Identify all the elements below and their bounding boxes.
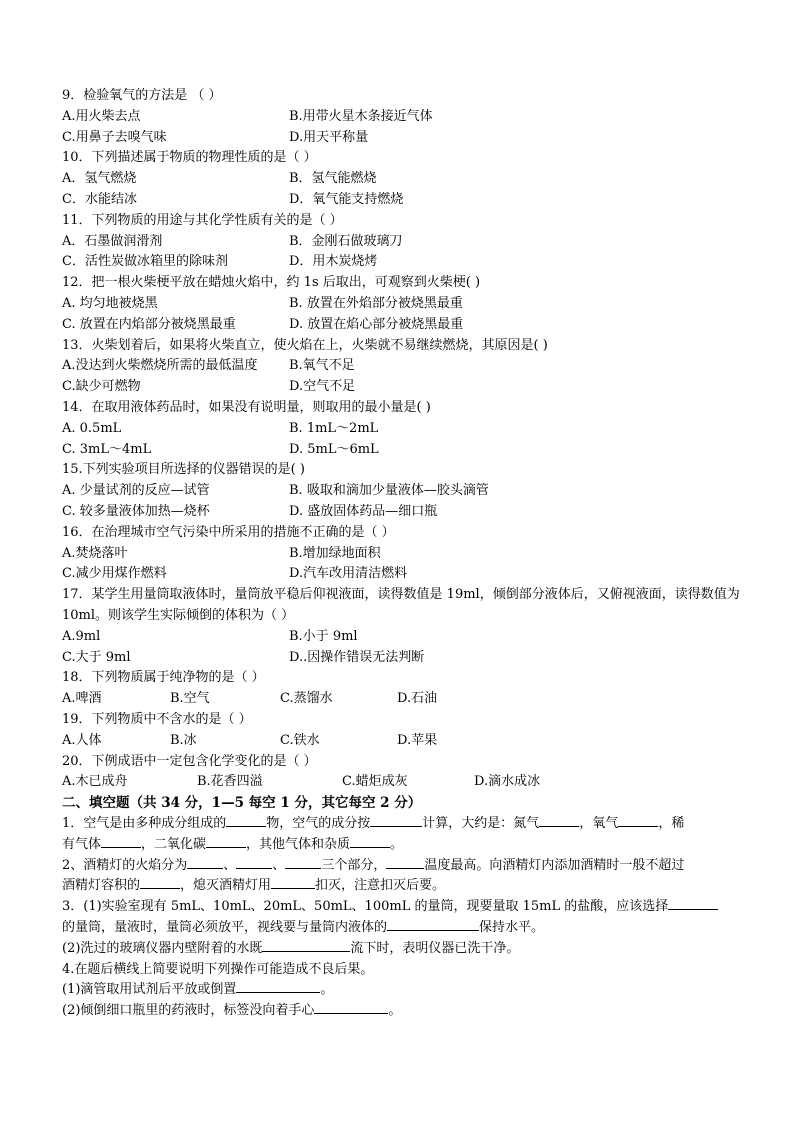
fill-question-3-line-3 xyxy=(62,939,742,960)
fill-question-3-line-2 xyxy=(62,918,742,939)
answer-option[interactable]: D..因操作错误无法判断 xyxy=(289,649,425,665)
question xyxy=(62,752,742,794)
answer-blank[interactable] xyxy=(262,939,350,952)
q2-text: 温度最高。向酒精灯内添加酒精时一般不超过 xyxy=(424,857,685,873)
question-stem: 14．在取用液体药品时，如果没有说明量，则取用的最小量是( ) xyxy=(62,399,431,415)
options-row xyxy=(62,419,742,440)
question-stem: 15.下列实验项目所选择的仪器错误的是( ) xyxy=(62,462,305,478)
answer-option[interactable]: D.石油 xyxy=(397,691,438,707)
answer-blank[interactable] xyxy=(236,856,272,869)
fill-question-2-line-1 xyxy=(62,856,742,877)
q1-text: 有气体 xyxy=(62,836,102,852)
options-row xyxy=(62,128,742,149)
q3-text: 3．(1)实验室现有 5mL、10mL、20mL、50mL、100mL 的量筒，现要量取 15mL 的盐酸，应该选择 xyxy=(62,899,669,915)
answer-blank[interactable] xyxy=(187,856,223,869)
options-row xyxy=(62,648,742,669)
answer-option[interactable]: D.用天平称量 xyxy=(289,129,369,145)
q3-text: (2)洗过的玻璃仪器内壁附着的水既 xyxy=(62,940,263,956)
question xyxy=(62,148,742,210)
answer-option[interactable]: A. 少量试剂的反应—试管 xyxy=(62,483,210,499)
options-row xyxy=(62,502,742,523)
answer-option[interactable]: A.用火柴去点 xyxy=(62,108,141,124)
answer-blank[interactable] xyxy=(271,876,315,889)
answer-option[interactable]: B.增加绿地面积 xyxy=(289,545,381,561)
answer-blank[interactable] xyxy=(387,918,479,931)
answer-blank[interactable] xyxy=(314,1001,388,1014)
q1-text: ，稀 xyxy=(658,816,685,832)
options-row xyxy=(62,627,742,648)
answer-option[interactable]: C.缺少可燃物 xyxy=(62,379,141,395)
q2-text: 、 xyxy=(272,857,286,873)
answer-blank[interactable] xyxy=(370,814,422,827)
answer-option[interactable]: B．金刚石做玻璃刀 xyxy=(289,233,403,249)
question-stem: 20．下例成语中一定包含化学变化的是（ ） xyxy=(62,753,317,769)
options-row xyxy=(62,772,742,793)
question xyxy=(62,273,742,335)
question xyxy=(62,668,742,710)
answer-option[interactable]: D. 5mL～6mL xyxy=(289,441,379,457)
q2-text: 2、酒精灯的火焰分为 xyxy=(62,857,188,873)
q2-text: 、 xyxy=(223,857,237,873)
question-stem: 13．火柴划着后，如果将火柴直立，使火焰在上，火柴就不易继续燃烧，其原因是( ) xyxy=(62,337,548,353)
options-row xyxy=(62,107,742,128)
options-row xyxy=(62,190,742,211)
answer-option[interactable]: C.铁水 xyxy=(280,732,320,748)
answer-option[interactable]: C．活性炭做冰箱里的除味剂 xyxy=(62,254,228,270)
fill-in-section xyxy=(62,793,742,1022)
answer-option[interactable]: A．氢气燃烧 xyxy=(62,171,137,187)
options-row xyxy=(62,689,742,710)
options-row xyxy=(62,544,742,565)
q4-text: 。 xyxy=(320,982,334,998)
question xyxy=(62,336,742,398)
answer-option[interactable]: B.小于 9ml xyxy=(289,628,358,644)
answer-option[interactable]: A. 0.5mL xyxy=(62,420,122,436)
options-row xyxy=(62,232,742,253)
question-stem: 16．在治理城市空气污染中所采用的措施不正确的是（ ） xyxy=(62,524,395,540)
answer-option[interactable]: D.滴水成冰 xyxy=(474,774,541,790)
question-stem: 17．某学生用量筒取液体时，量筒放平稳后仰视液面，读得数值是 19ml，倾倒部分液体后，又俯视液面，读得数值为 10ml。则该学生实际倾倒的体积为（ ） xyxy=(62,587,740,623)
question-stem: 18．下列物质属于纯净物的是（ ） xyxy=(62,670,265,686)
answer-option[interactable]: A.焚烧落叶 xyxy=(62,545,128,561)
answer-blank[interactable] xyxy=(668,897,718,910)
q2-text: ，熄灭酒精灯用 xyxy=(180,878,272,894)
answer-option[interactable]: D. 放置在焰心部分被烧黑最重 xyxy=(289,316,464,332)
options-row xyxy=(62,252,742,273)
question xyxy=(62,585,742,668)
answer-option[interactable]: C.用鼻子去嗅气味 xyxy=(62,129,167,145)
answer-blank[interactable] xyxy=(226,814,266,827)
section-heading: 二、填空题（共 34 分，1—5 每空 1 分，其它每空 2 分） xyxy=(62,795,422,812)
q1-text: 物，空气的成分按 xyxy=(266,816,371,832)
answer-option[interactable]: D．氧气能支持燃烧 xyxy=(289,191,404,207)
fill-question-1-line-2 xyxy=(62,835,742,856)
question-stem: 9．检验氧气的方法是 （ ） xyxy=(62,88,222,103)
fill-question-4-intro: 4.在题后横线上简要说明下列操作可能造成不良后果。 xyxy=(62,961,374,977)
fill-question-1-line-1 xyxy=(62,814,742,835)
question xyxy=(62,710,742,752)
options-row xyxy=(62,731,742,752)
answer-option[interactable]: B.花香四溢 xyxy=(197,774,263,790)
answer-option[interactable]: B. 放置在外焰部分被烧黑最重 xyxy=(289,295,463,311)
options-row xyxy=(62,440,742,461)
fill-question-4-part-1 xyxy=(62,980,742,1001)
answer-option[interactable]: A.人体 xyxy=(62,732,102,748)
q4-text: 。 xyxy=(388,1003,402,1019)
answer-option[interactable]: A.啤酒 xyxy=(62,691,102,707)
options-row xyxy=(62,481,742,502)
fill-question-3-line-1 xyxy=(62,897,742,918)
answer-option[interactable]: B. 1mL～2mL xyxy=(289,420,379,436)
answer-option[interactable]: B. 吸取和滴加少量液体—胶头滴管 xyxy=(289,483,489,499)
question xyxy=(62,211,742,273)
answer-option[interactable]: A.9ml xyxy=(62,628,101,644)
answer-blank[interactable] xyxy=(386,856,424,869)
answer-blank[interactable] xyxy=(618,814,658,827)
question-stem: 10．下列描述属于物质的物理性质的是（ ） xyxy=(62,150,317,166)
answer-option[interactable]: A. 均匀地被烧黑 xyxy=(62,295,158,311)
q1-text: ，氧气 xyxy=(579,816,619,832)
exam-page xyxy=(62,86,742,1022)
answer-option[interactable]: A.木已成舟 xyxy=(62,774,128,790)
q2-text: 三个部分， xyxy=(321,857,387,873)
q1-text: ，其他气体和杂质 xyxy=(246,836,351,852)
answer-option[interactable]: D. 盛放固体药品—细口瓶 xyxy=(289,503,438,519)
answer-option[interactable]: B.氧气不足 xyxy=(289,358,355,374)
answer-option[interactable]: D．用木炭烧烤 xyxy=(289,254,378,270)
answer-option[interactable]: C. 放置在内焰部分被烧黑最重 xyxy=(62,316,236,332)
q1-text: 1．空气是由多种成分组成的 xyxy=(62,816,227,832)
options-row xyxy=(62,315,742,336)
question xyxy=(62,523,742,585)
answer-option[interactable]: C.蒸馏水 xyxy=(280,691,333,707)
answer-option[interactable]: C.减少用煤作燃料 xyxy=(62,566,167,582)
answer-blank[interactable] xyxy=(350,835,390,848)
q1-text: 计算，大约是：氮气 xyxy=(422,816,540,832)
options-row xyxy=(62,356,742,377)
answer-option[interactable]: C. 较多量液体加热—烧杯 xyxy=(62,503,210,519)
fill-question-4-part-2 xyxy=(62,1001,742,1022)
answer-option[interactable]: B.冰 xyxy=(170,732,197,748)
answer-option[interactable]: C. 3mL～4mL xyxy=(62,441,152,457)
answer-option[interactable]: D.苹果 xyxy=(397,732,438,748)
answer-option[interactable]: C.大于 9ml xyxy=(62,649,131,665)
question xyxy=(62,398,742,460)
answer-blank[interactable] xyxy=(206,835,246,848)
answer-blank[interactable] xyxy=(539,814,579,827)
answer-option[interactable]: A.没达到火柴燃烧所需的最低温度 xyxy=(62,358,258,374)
answer-option[interactable]: C．水能结冰 xyxy=(62,191,137,207)
q1-text: ，二氧化碳 xyxy=(141,836,207,852)
question xyxy=(62,460,742,522)
answer-blank[interactable] xyxy=(236,980,320,993)
q1-text: 。 xyxy=(390,836,404,852)
question-stem: 19．下列物质中不含水的是（ ） xyxy=(62,711,252,727)
options-row xyxy=(62,294,742,315)
answer-option[interactable]: B.用带火星木条接近气体 xyxy=(289,108,433,124)
options-row xyxy=(62,377,742,398)
q2-text: 酒精灯容积的 xyxy=(62,878,141,894)
q3-text: 的量筒，量液时，量筒必须放平，视线要与量筒内液体的 xyxy=(62,920,388,936)
answer-blank[interactable] xyxy=(101,835,141,848)
answer-blank[interactable] xyxy=(140,876,180,889)
question-stem: 12．把一根火柴梗平放在蜡烛火焰中，约 1s 后取出，可观察到火柴梗( ) xyxy=(62,275,481,291)
options-row xyxy=(62,169,742,190)
multiple-choice-section xyxy=(62,86,742,793)
answer-option[interactable]: B.空气 xyxy=(170,691,210,707)
question xyxy=(62,86,742,148)
fill-question-2-line-2 xyxy=(62,876,742,897)
q2-text: 扣灭，注意扣灭后要。 xyxy=(315,878,446,894)
q4-text: (2)倾倒细口瓶里的药液时，标签没向着手心 xyxy=(62,1003,315,1019)
answer-option[interactable]: D.汽车改用清洁燃料 xyxy=(289,566,408,582)
answer-option[interactable]: A．石墨做润滑剂 xyxy=(62,233,163,249)
answer-option[interactable]: C.蜡炬成灰 xyxy=(342,774,408,790)
answer-blank[interactable] xyxy=(285,856,321,869)
q3-text: 保持水平。 xyxy=(479,920,545,936)
answer-option[interactable]: D.空气不足 xyxy=(289,379,356,395)
answer-option[interactable]: B．氢气能燃烧 xyxy=(289,171,377,187)
q4-text: (1)滴管取用试剂后平放或倒置 xyxy=(62,982,237,998)
options-row xyxy=(62,564,742,585)
question-stem: 11．下列物质的用途与其化学性质有关的是（ ） xyxy=(62,212,343,228)
q3-text: 流下时，表明仪器已洗干净。 xyxy=(350,940,520,956)
